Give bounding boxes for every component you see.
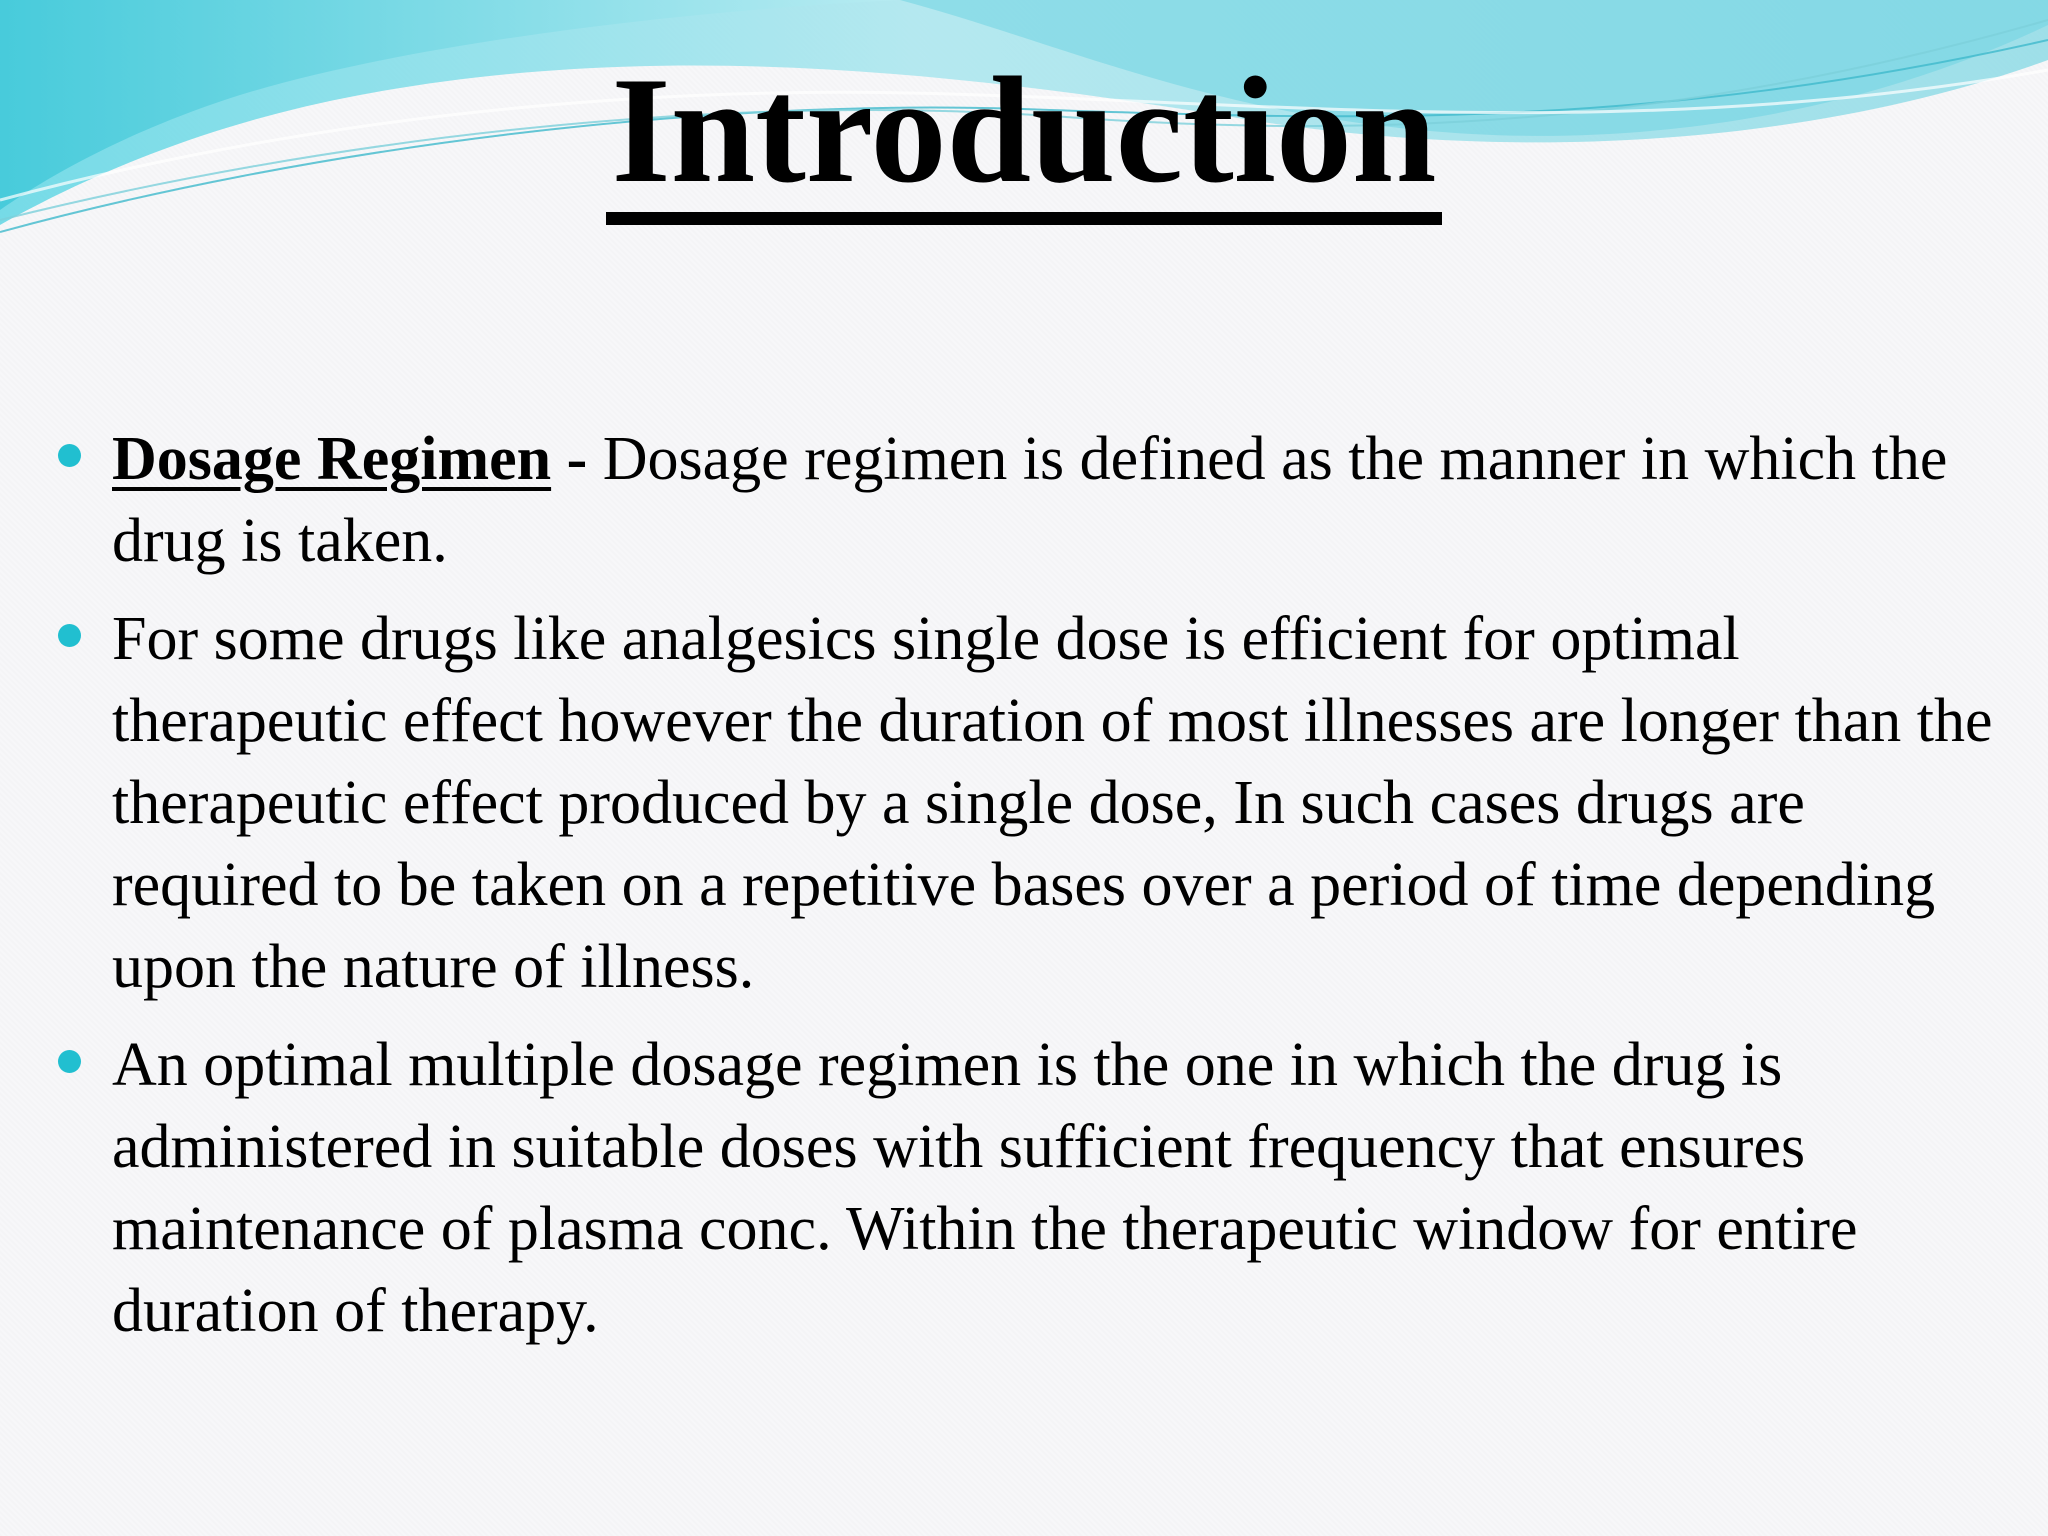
- bullet-text: For some drugs like analgesics single dose is efficient for optimal therapeutic effect however the duration of most illnesses are longer than the therapeutic effect produced by a single dose, In such cases drugs are required to be taken on a repetitive bases over a period of time depending upon the nature of illness.: [112, 605, 1993, 1001]
- bullet-separator: -: [551, 425, 603, 493]
- bullet-item-single-dose: [0, 598, 2048, 1008]
- bullet-item-optimal-regimen: [0, 1024, 2048, 1352]
- bullet-text: Dosage regimen is defined as the manner in which the drug is taken.: [112, 425, 1948, 575]
- slide-title: [0, 46, 2048, 225]
- bullet-list: [0, 418, 2048, 1368]
- bullet-dot-icon: [58, 444, 81, 467]
- bullet-dot-icon: [58, 1050, 81, 1073]
- bullet-dot-icon: [58, 624, 81, 647]
- bullet-term: Dosage Regimen: [112, 425, 552, 493]
- bullet-item-dosage-regimen: [0, 418, 2048, 582]
- slide-title-text: Introduction: [606, 54, 1443, 225]
- bullet-text: An optimal multiple dosage regimen is the one in which the drug is administered in suitable doses with sufficient frequency that ensures maintenance of plasma conc. Within the therapeutic window for entire duration of therapy.: [112, 1031, 1858, 1345]
